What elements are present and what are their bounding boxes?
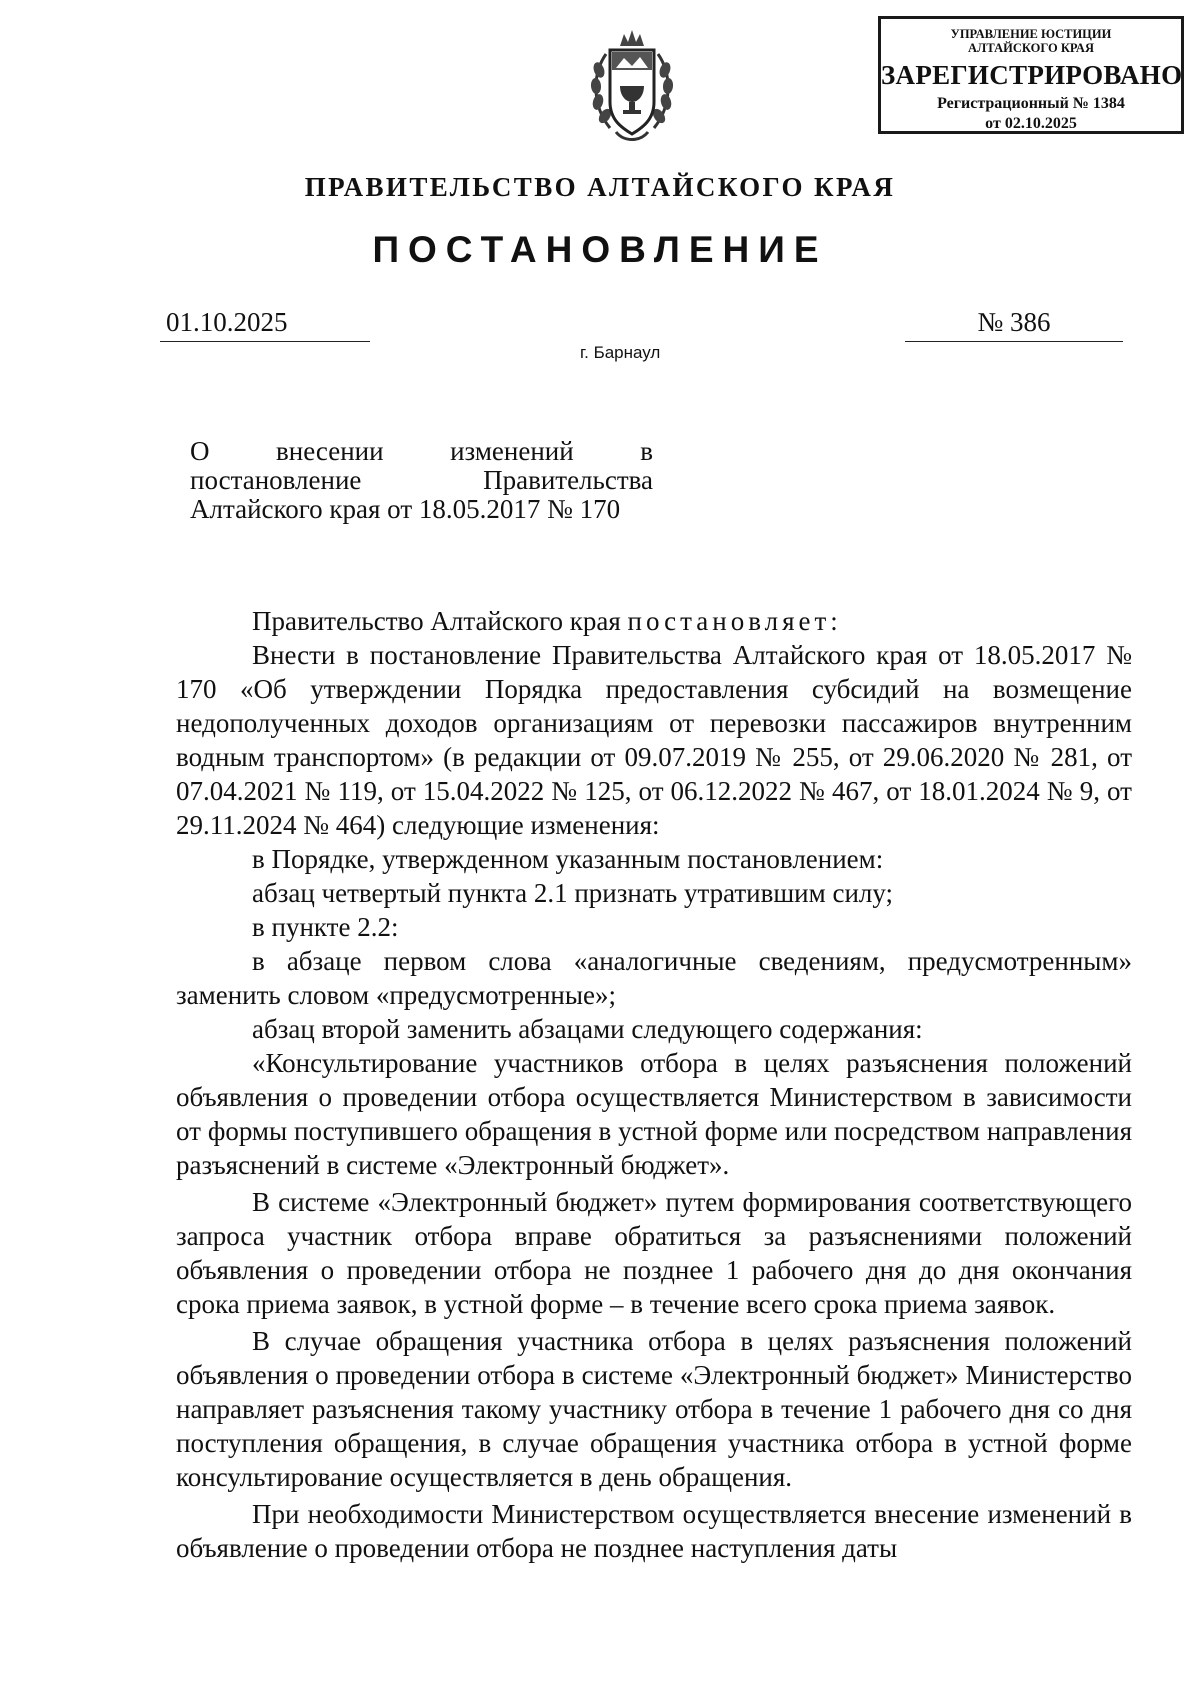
document-subject — [190, 437, 653, 524]
body-paragraph: Внести в постановление Правительства Алтайского края от 18.05.2017 № 170 «Об утверждении Порядка предоставления субсидий на возмещение недополученных доходов организациям от перевозки пассажиров внутренним водным транспортом» (в редакции от 09.07.2019 № 255, от 29.06.2020 № 281, от 07.04.2021 № 119, от 15.04.2022 № 125, от 06.12.2022 № 467, от 18.01.2024 № 9, от 29.11.2024 № 464) следующие изменения: — [176, 640, 1132, 840]
document-number: № 386 — [905, 306, 1123, 342]
body-paragraph: абзац второй заменить абзацами следующего содержания: — [252, 1014, 923, 1044]
stamp-line-2: АЛТАЙСКОГО КРАЯ — [968, 41, 1094, 55]
body-paragraph: «Консультирование участников отбора в целях разъяснения положений объявления о проведении отбора осуществляется Министерством в зависимости от формы поступившего обращения в устной форме или посредством направления разъяснений в системе «Электронный бюджет». — [176, 1048, 1132, 1180]
intro-suffix: : — [830, 606, 838, 636]
body-paragraph: При необходимости Министерством осуществляется внесение изменений в объявление о проведении отбора не позднее наступления даты — [176, 1499, 1132, 1563]
body-paragraph: В случае обращения участника отбора в целях разъяснения положений объявления о проведении отбора в системе «Электронный бюджет» Министерство направляет разъяснения такому участнику отбора в течение 1 рабочего дня со дня поступления обращения, в случае обращения участника отбора в устной форме консультирование осуществляется в день обращения. — [176, 1326, 1132, 1492]
intro-paragraph — [176, 604, 1132, 638]
stamp-reg-number: Регистрационный № 1384 — [937, 95, 1125, 112]
subject-line: постановление Правительства — [190, 465, 653, 495]
body-paragraph: абзац четвертый пункта 2.1 признать утратившим силу; — [252, 878, 894, 908]
stamp-status: ЗАРЕГИСТРИРОВАНО — [881, 60, 1183, 90]
document-body — [176, 604, 1132, 1565]
body-paragraph: в пункте 2.2: — [252, 912, 399, 942]
document-type: ПОСТАНОВЛЕНИЕ — [372, 229, 828, 270]
registration-stamp — [878, 16, 1184, 134]
body-paragraph: в абзаце первом слова «аналогичные сведениям, предусмотренным» заменить словом «предусмотренные»; — [176, 946, 1132, 1010]
government-title: ПРАВИТЕЛЬСТВО АЛТАЙСКОГО КРАЯ — [304, 172, 896, 202]
body-paragraph: в Порядке, утвержденном указанным постановлением: — [252, 844, 884, 874]
intro-prefix: Правительство Алтайского края — [252, 606, 628, 636]
stamp-line-1: УПРАВЛЕНИЕ ЮСТИЦИИ — [950, 27, 1112, 41]
stamp-reg-date: от 02.10.2025 — [985, 115, 1077, 132]
body-paragraph: В системе «Электронный бюджет» путем формирования соответствующего запроса участник отбора вправе обратиться за разъяснениями положений объявления о проведении отбора не позднее 1 рабочего дня до дня окончания срока приема заявок, в устной форме – в течение всего срока приема заявок. — [176, 1187, 1132, 1319]
intro-verb: постановляет — [627, 606, 831, 636]
altai-coat-of-arms-icon — [586, 24, 678, 148]
subject-line: Алтайского края от 18.05.2017 № 170 — [190, 494, 621, 524]
document-date: 01.10.2025 — [160, 306, 370, 342]
document-city: г. Барнаул — [580, 343, 661, 362]
subject-line: О внесении изменений в — [190, 436, 653, 466]
